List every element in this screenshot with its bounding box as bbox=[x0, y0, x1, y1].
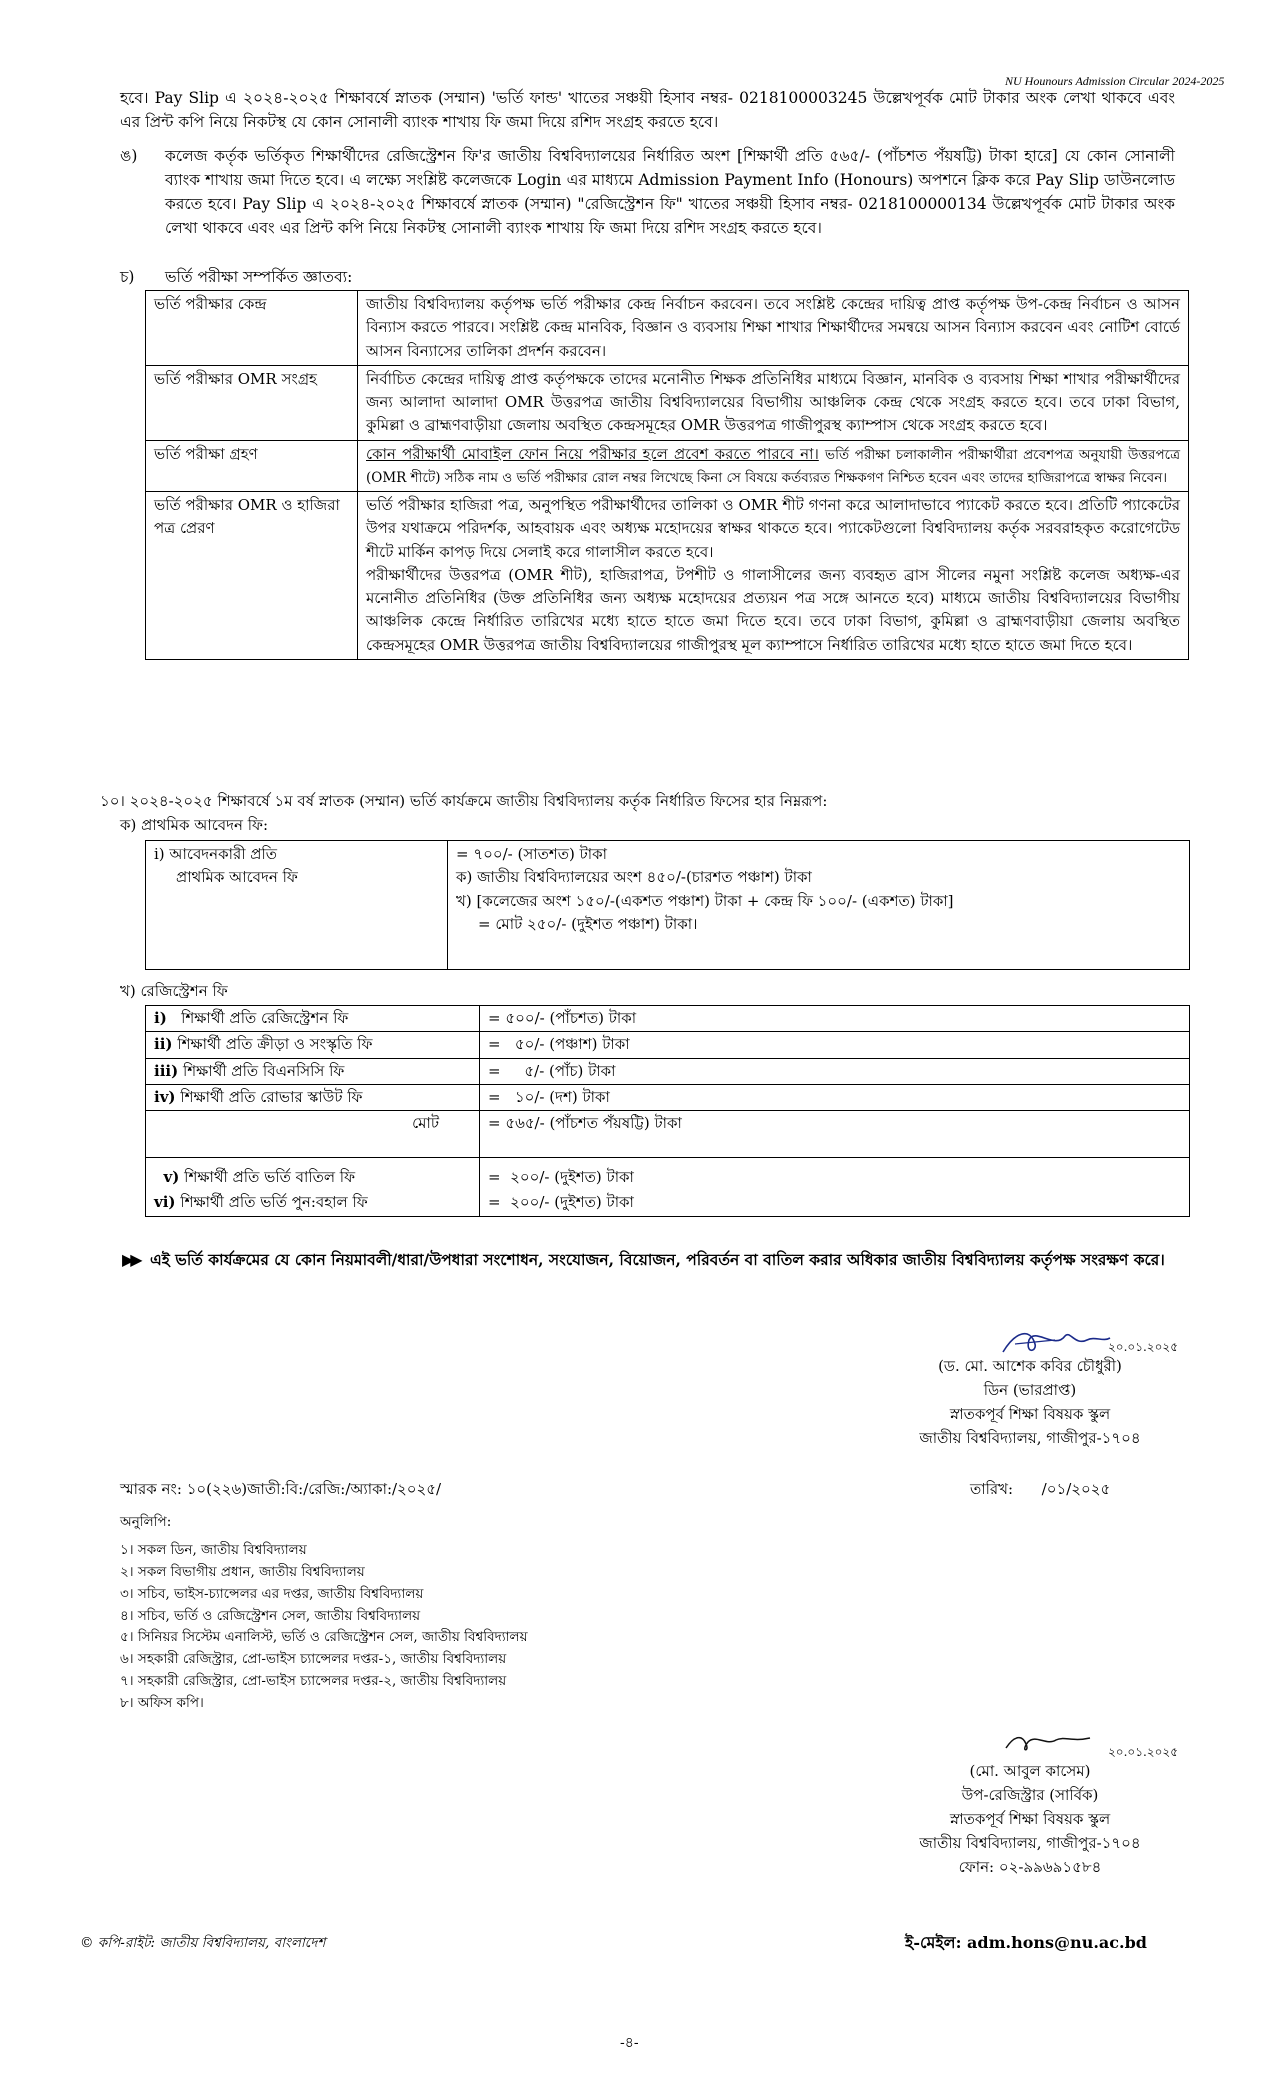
intro-paragraph: হবে। Pay Slip এ ২০২৪-২০২৫ শিক্ষাবর্ষে স্নাতক (সম্মান) 'ভর্তি ফান্ড' খাতের সঞ্চয়ী হিসাব নম্বর- 0218100003245 উল্লেখপূর্বক মোট টাকার অংক লেখা থাকবে এবং এর প্রিন্ট কপি নিয়ে নিকটস্থ যে কোন সোনালী ব্যাংক শাখায় ফি জমা দিয়ে রশিদ সংগ্রহ করতে হবে। bbox=[120, 89, 1175, 132]
exam-row-text-2: পরীক্ষার্থীদের উত্তরপত্র (OMR শীট), হাজিরাপত্র, টপশীট ও গালাসীলের জন্য ব্যবহৃত ব্রাস সীলের নমুনা সংশ্লিষ্ট কলেজ অধ্যক্ষ-এর মনোনীত প্রতিনিধির (উক্ত প্রতিনিধির জন্য অধ্যক্ষ মহোদয়ের প্রত্যয়ন পত্র সঙ্গে আনতে হবে) মাধ্যমে জাতীয় বিশ্ববিদ্যালয়ের বিভাগীয় আঞ্চলিক কেন্দ্রে নির্ধারিত তারিখের মধ্যে হাতে হাতে জমা দিতে হবে। তবে ঢাকা বিভাগ, কুমিল্লা ও ব্রাহ্মণবাড়ীয়া জেলায় অবস্থিত কেন্দ্রসমূহের OMR উত্তরপত্র জাতীয় বিশ্ববিদ্যালয়ের গাজীপুরস্থ মূল ক্যাম্পাসে নির্ধারিত তারিখের মধ্যে হাতে হাতে জমা দিতে হবে। bbox=[366, 565, 1180, 654]
page-number: -৪- bbox=[620, 2035, 639, 2051]
exam-row-text: জাতীয় বিশ্ববিদ্যালয় কর্তৃপক্ষ ভর্তি পরীক্ষার কেন্দ্র নির্বাচন করবেন। তবে সংশ্লিষ্ট কেন্দ্রের দায়িত্ব প্রাপ্ত কর্তৃপক্ষ উপ-কেন্দ্র নির্বাচন ও আসন বিন্যাস করতে পারবে। সংশ্লিষ্ট কেন্দ্র মানবিক, বিজ্ঞান ও ব্যবসায় শিক্ষা শাখার শিক্ষার্থীদের সমন্বয়ে আসন বিন্যাস করবেন এবং নোটিশ বোর্ডে আসন বিন্যাসের তালিকা প্রদর্শন করবেন। bbox=[358, 291, 1189, 366]
fee-a-label-2: প্রাথমিক আবেদন ফি bbox=[176, 868, 298, 887]
list-item: ৪। সচিব, ভর্তি ও রেজিস্ট্রেশন সেল, জাতীয় বিশ্ববিদ্যালয় bbox=[120, 1607, 421, 1624]
signer-1-title: ডিন (ভারপ্রাপ্ত) bbox=[983, 1381, 1077, 1400]
cc-heading: অনুলিপি: bbox=[120, 1514, 172, 1530]
fee-row-label: শিক্ষার্থী প্রতি রেজিস্ট্রেশন ফি bbox=[181, 1009, 349, 1027]
signer-2-title: উপ-রেজিস্ট্রার (সার্বিক) bbox=[961, 1786, 1099, 1805]
fee-row-number: iv) bbox=[154, 1087, 176, 1106]
signer-2-name: (মো. আবুল কাসেম) bbox=[969, 1762, 1091, 1781]
fee-row-label: শিক্ষার্থী প্রতি বিএনসিসি ফি bbox=[182, 1061, 345, 1080]
signer-1-date: ২০.০১.২০২৫ bbox=[1107, 1340, 1178, 1354]
cc-list bbox=[120, 1540, 528, 1715]
list-item: ৬। সহকারী রেজিস্ট্রার, প্রো-ভাইস চ্যান্সেলর দপ্তর-১, জাতীয় বিশ্ববিদ্যালয় bbox=[120, 1651, 507, 1668]
fee-row-value: = ৫০০/- (পাঁচশত) টাকা bbox=[480, 1006, 1190, 1032]
signer-2-office: স্নাতকপূর্ব শিক্ষা বিষয়ক স্কুল bbox=[949, 1810, 1111, 1829]
fee-row-label: শিক্ষার্থী প্রতি রোভার স্কাউট ফি bbox=[180, 1087, 363, 1106]
list-item: ৮। অফিস কপি। bbox=[120, 1695, 204, 1712]
signer-1-address: জাতীয় বিশ্ববিদ্যালয়, গাজীপুর-১৭০৪ bbox=[919, 1429, 1141, 1448]
fee-row-value: = ২০০/- (দুইশত) টাকা bbox=[480, 1190, 1190, 1216]
item-cha-text: ভর্তি পরীক্ষা সম্পর্কিত জ্ঞাতব্য: bbox=[165, 268, 353, 286]
fee-row-value: = ২০০/- (দুইশত) টাকা bbox=[480, 1158, 1190, 1191]
registration-fee-table bbox=[145, 1005, 1190, 1217]
fee-row-number: ii) bbox=[154, 1035, 173, 1054]
table-row bbox=[146, 1158, 1190, 1191]
table-row bbox=[146, 1058, 1190, 1084]
memo-number: স্মারক নং: ১০(২২৬)জাতী:বি:/রেজি:/অ্যাকা:/২০২৫/ bbox=[120, 1480, 442, 1498]
item-jha bbox=[120, 144, 1175, 240]
table-row bbox=[146, 1032, 1190, 1058]
table-row bbox=[146, 365, 1189, 440]
table-row bbox=[146, 291, 1189, 366]
list-item: ৭। সহকারী রেজিস্ট্রার, প্রো-ভাইস চ্যান্সেলর দপ্তর-২, জাতীয় বিশ্ববিদ্যালয় bbox=[120, 1673, 507, 1690]
application-fee-table bbox=[145, 840, 1190, 970]
fee-a-line-1: = ৭০০/- (সাতশত) টাকা bbox=[456, 845, 607, 863]
exam-row-warning: কোন পরীক্ষার্থী মোবাইল ফোন নিয়ে পরীক্ষার হলে প্রবেশ করতে পারবে না। bbox=[366, 444, 819, 463]
fee-row-number: i) bbox=[154, 1009, 167, 1027]
fee-row-number: iii) bbox=[154, 1061, 179, 1080]
table-row bbox=[146, 1190, 1190, 1216]
fee-a-heading: ক) প্রাথমিক আবেদন ফি: bbox=[120, 816, 269, 834]
exam-row-label: ভর্তি পরীক্ষার OMR সংগ্রহ bbox=[146, 365, 358, 440]
signer-2-phone: ফোন: ০২-৯৯৬৯১৫৮৪ bbox=[958, 1858, 1102, 1877]
fee-b-heading: খ) রেজিস্ট্রেশন ফি bbox=[120, 982, 228, 1000]
signer-1-block bbox=[880, 1340, 1180, 1450]
exam-info-table bbox=[145, 290, 1189, 660]
table-row bbox=[146, 492, 1189, 660]
fee-row-label: শিক্ষার্থী প্রতি ক্রীড়া ও সংস্কৃতি ফি bbox=[177, 1035, 373, 1054]
table-row bbox=[146, 1006, 1190, 1032]
fee-row-number: v) bbox=[163, 1168, 180, 1186]
fee-row-value: = ১০/- (দশ) টাকা bbox=[480, 1084, 1190, 1110]
authority-note-text: এই ভর্তি কার্যক্রমের যে কোন নিয়মাবলী/ধারা/উপধারা সংশোধন, সংযোজন, বিয়োজন, পরিবর্তন বা বাতিল করার অধিকার জাতীয় বিশ্ববিদ্যালয় কর্তৃপক্ষ সংরক্ষণ করে। bbox=[150, 1250, 1165, 1269]
fee-row-number: vi) bbox=[154, 1193, 176, 1212]
fee-a-line-3: খ) [কলেজের অংশ ১৫০/-(একশত পঞ্চাশ) টাকা + কেন্দ্র ফি ১০০/- (একশত) টাকা] bbox=[456, 891, 954, 910]
authority-note bbox=[122, 1248, 1192, 1273]
fee-a-line-2: ক) জাতীয় বিশ্ববিদ্যালয়ের অংশ ৪৫০/-(চারশত পঞ্চাশ) টাকা bbox=[456, 868, 812, 887]
table-row bbox=[146, 1084, 1190, 1110]
table-row-total bbox=[146, 1111, 1190, 1158]
list-item: ৫। সিনিয়র সিস্টেম এনালিস্ট, ভর্তি ও রেজিস্ট্রেশন সেল, জাতীয় বিশ্ববিদ্যালয় bbox=[120, 1629, 528, 1646]
double-arrow-icon: ▶▶ bbox=[122, 1250, 139, 1269]
signer-2-address: জাতীয় বিশ্ববিদ্যালয়, গাজীপুর-১৭০৪ bbox=[919, 1834, 1141, 1853]
section10-heading: ১০। ২০২৪-২০২৫ শিক্ষাবর্ষে ১ম বর্ষ স্নাতক (সম্মান) ভর্তি কার্যক্রমে জাতীয় বিশ্ববিদ্যালয় কর্তৃক নির্ধারিত ফিসের হার নিম্নরূপ: bbox=[100, 792, 828, 810]
exam-row-text: ভর্তি পরীক্ষার হাজিরা পত্র, অনুপস্থিত পরীক্ষার্থীদের তালিকা ও OMR শীট গণনা করে আলাদাভাবে প্যাকেট করতে হবে। প্রতিটি প্যাকেটের উপর যথাক্রমে পরিদর্শক, আহবায়ক এবং অধ্যক্ষ মহোদয়ের স্বাক্ষর থাকতে হবে। প্যাকেটগুলো বিশ্ববিদ্যালয় কর্তৃক সরবরাহকৃত করোগেটেড শীটে মার্কিন কাপড় দিয়ে সেলাই করে গালাসীল করতে হবে। bbox=[366, 496, 1180, 561]
item-cha-number: চ) bbox=[120, 268, 135, 286]
table-row bbox=[146, 440, 1189, 492]
fee-row-value: = ৫/- (পাঁচ) টাকা bbox=[480, 1058, 1190, 1084]
fee-row-label: শিক্ষার্থী প্রতি ভর্তি বাতিল ফি bbox=[184, 1168, 356, 1186]
list-item: ৩। সচিব, ভাইস-চ্যান্সেলর এর দপ্তর, জাতীয় বিশ্ববিদ্যালয় bbox=[120, 1585, 424, 1602]
fee-row-label: শিক্ষার্থী প্রতি ভর্তি পুন:বহাল ফি bbox=[180, 1193, 368, 1212]
table-row bbox=[146, 841, 1190, 970]
exam-row-label: ভর্তি পরীক্ষা গ্রহণ bbox=[146, 440, 358, 492]
signer-2-date: ২০.০১.২০২৫ bbox=[1107, 1745, 1178, 1759]
signer-2-email: ই-মেইল: adm.hons@nu.ac.bd bbox=[905, 1933, 1147, 1952]
fee-total-value: = ৫৬৫/- (পাঁচশত পঁয়ষট্টি) টাকা bbox=[480, 1111, 1190, 1158]
copyright-note: © কপি-রাইট: জাতীয় বিশ্ববিদ্যালয়, বাংলাদেশ bbox=[80, 1935, 326, 1951]
fee-row-value: = ৫০/- (পঞ্চাশ) টাকা bbox=[480, 1032, 1190, 1058]
exam-row-label: ভর্তি পরীক্ষার OMR ও হাজিরা পত্র প্রেরণ bbox=[146, 492, 358, 660]
list-item: ১। সকল ডিন, জাতীয় বিশ্ববিদ্যালয় bbox=[120, 1542, 307, 1558]
fee-a-line-4: = মোট ২৫০/- (দুইশত পঞ্চাশ) টাকা। bbox=[478, 914, 698, 933]
signer-1-name: (ড. মো. আশেক কবির চৌধুরী) bbox=[938, 1357, 1122, 1376]
exam-row-text: নির্বাচিত কেন্দ্রের দায়িত্ব প্রাপ্ত কর্তৃপক্ষকে তাদের মনোনীত শিক্ষক প্রতিনিধির মাধ্যমে বিজ্ঞান, মানবিক ও ব্যবসায় শিক্ষা শাখার পরীক্ষার্থীদের জন্য আলাদা আলাদা OMR উত্তরপত্র জাতীয় বিশ্ববিদ্যালয়ের বিভাগীয় আঞ্চলিক কেন্দ্র থেকে সংগ্রহ করতে হবে। তবে ঢাকা বিভাগ, কুমিল্লা ও ব্রাহ্মণবাড়ীয়া জেলায় অবস্থিত কেন্দ্রসমূহের OMR উত্তরপত্র গাজীপুরস্থ ক্যাম্পাস থেকে সংগ্রহ করতে হবে। bbox=[358, 365, 1189, 440]
memo-date: তারিখ: /০১/২০২৫ bbox=[970, 1480, 1111, 1498]
signer-1-office: স্নাতকপূর্ব শিক্ষা বিষয়ক স্কুল bbox=[949, 1405, 1111, 1424]
fee-total-label: মোট bbox=[146, 1111, 480, 1158]
exam-row-text: ভর্তি পরীক্ষা চলাকালীন পরীক্ষার্থীরা প্রবেশপত্র অনুযায়ী উত্তরপত্রে (OMR শীটে) সঠিক নাম ও ভর্তি পরীক্ষার রোল নম্বর লিখেছে কিনা সে বিষয়ে কর্তব্যরত শিক্ষকগণ নিশ্চিত হবেন এবং তাদের হাজিরাপত্রে স্বাক্ষর নিবেন। bbox=[366, 446, 1180, 486]
item-cha bbox=[120, 265, 1175, 289]
exam-row-label: ভর্তি পরীক্ষার কেন্দ্র bbox=[146, 291, 358, 366]
list-item: ২। সকল বিভাগীয় প্রধান, জাতীয় বিশ্ববিদ্যালয় bbox=[120, 1563, 365, 1580]
item-jha-text: কলেজ কর্তৃক ভর্তিকৃত শিক্ষার্থীদের রেজিস্ট্রেশন ফি'র জাতীয় বিশ্ববিদ্যালয়ের নির্ধারিত অংশ [শিক্ষার্থী প্রতি ৫৬৫/- (পাঁচশত পঁয়ষট্টি) টাকা হারে] যে কোন সোনালী ব্যাংক শাখায় জমা দিতে হবে। এ লক্ষ্যে সংশ্লিষ্ট কলেজকে Login এর মাধ্যমে Admission Payment Info (Honours) অপশনে ক্লিক করে Pay Slip ডাউনলোড করতে হবে। Pay Slip এ ২০২৪-২০২৫ শিক্ষাবর্ষে স্নাতক (সম্মান) "রেজিস্ট্রেশন ফি" খাতের সঞ্চয়ী হিসাব নম্বর- 0218100000134 উল্লেখপূর্বক মোট টাকার অংক লেখা থাকবে এবং এর প্রিন্ট কপি নিয়ে নিকটস্থ সোনালী ব্যাংক শাখায় ফি জমা দিয়ে রশিদ সংগ্রহ করতে হবে। bbox=[165, 147, 1175, 238]
fee-a-label-1: i) আবেদনকারী প্রতি bbox=[154, 845, 278, 863]
header-note: NU Hounours Admission Circular 2024-2025 bbox=[1005, 74, 1225, 88]
item-jha-number: ঙ) bbox=[120, 147, 138, 165]
signer-2-block bbox=[880, 1745, 1180, 1879]
